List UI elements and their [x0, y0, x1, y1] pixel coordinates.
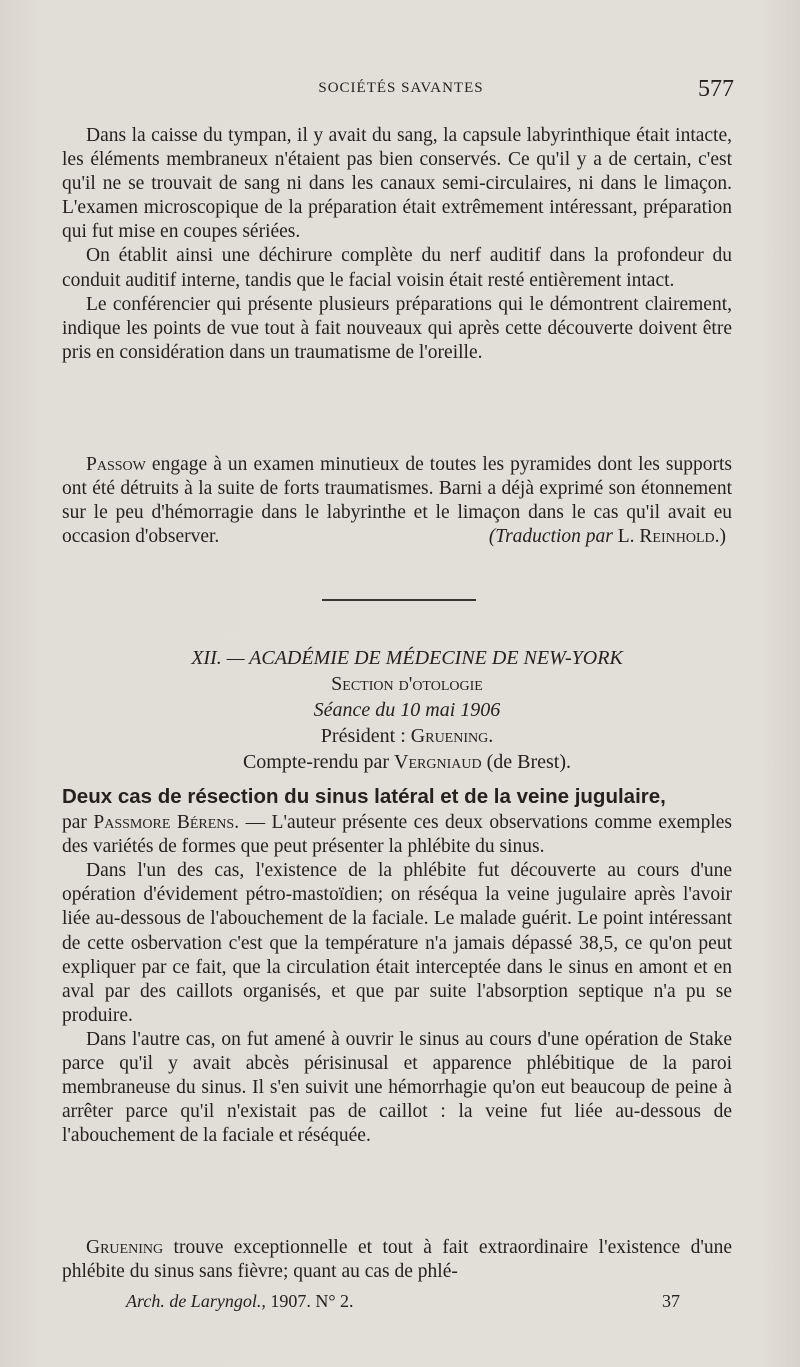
- text-block-continuation: [62, 124, 732, 365]
- report-suffix: (de Brest).: [481, 751, 572, 773]
- article-intro-text: . — L'auteur présente ces deux observations comme exemples des variétés de formes que peut présenter la phlébite du sinus.: [62, 812, 732, 858]
- article-by: par: [62, 812, 94, 834]
- signature-mark: 37: [662, 1291, 680, 1311]
- president-suffix: .: [488, 725, 494, 747]
- section-title: XII. — ACADÉMIE DE MÉDECINE DE NEW-YORK: [191, 647, 623, 669]
- report-label: Compte-rendu par: [242, 751, 395, 773]
- section-divider: [322, 599, 476, 601]
- session-date: Séance du 10 mai 1906: [313, 699, 501, 721]
- paragraph: On établit ainsi une déchirure complète du nerf auditif dans la profondeur du conduit auditif interne, tandis que le facial voisin était resté entièrement intact.: [62, 245, 732, 291]
- report-author: Vergniaud: [394, 751, 482, 773]
- president-name: Gruening: [410, 725, 489, 747]
- translator-name: L. Reinhold: [617, 526, 715, 548]
- section-subtitle: Section d'otologie: [331, 673, 483, 695]
- translation-suffix: .): [714, 526, 726, 548]
- text-block-gruening: [62, 1236, 732, 1284]
- paragraph-text: trouve exceptionnelle et tout à fait extraordinaire l'existence d'une phlébite du sinus sans fièvre; quant au cas de phlé-: [62, 1237, 732, 1283]
- page-number: 577: [698, 76, 734, 102]
- paragraph: Dans l'un des cas, l'existence de la phlébite fut découverte au cours d'une opération d'évidement pétro-mastoïdien; on réséqua la veine jugulaire après l'avoir liée au-dessous de l'abouchement de la faciale. Le malade guérit. Le point intéressant de cette osbervation c'est que la température n'a jamais dépassé 38,5, ce qu'on peut expliquer par ce fait, que la circulation était interceptée dans le sinus en amont et en aval par des caillots organisés, et que par suite l'absorption septique n'a pu se produire.: [62, 860, 732, 1026]
- president-label: Président :: [320, 725, 411, 747]
- article-author: Passmore Bérens: [93, 812, 235, 834]
- page-header: [62, 76, 740, 108]
- article-block: [62, 785, 732, 1148]
- paragraph: Dans l'autre cas, on fut amené à ouvrir le sinus au cours d'une opération de Stake parce qu'il y avait abcès périsinusal et apparence phlébitique de la paroi membraneuse du sinus. Il s'en suivit une hémorrhagie qu'on eut beaucoup de peine à arrêter parce qu'il n'existait pas de caillot : la veine fut liée au-dessous de l'abouchement de la faciale et réséquée.: [62, 1028, 732, 1147]
- paragraph: Dans la caisse du tympan, il y avait du sang, la capsule labyrinthique était intacte, les éléments membraneux n'étaient pas bien conservés. Ce qu'il y a de certain, c'est qu'il ne se trouvait de sang ni dans les canaux semi-circulaires, ni dans le limaçon. L'examen microscopique de la préparation était extrêmement intéressant, préparation qui fut mise en coupes sériées.: [62, 125, 732, 243]
- page-footer: [126, 1291, 686, 1312]
- text-block-passow: [62, 453, 732, 549]
- translation-prefix: (Traduction par: [488, 526, 613, 548]
- paragraph-text: engage à un examen minutieux de toutes les pyramides dont les supports ont été détruits à la suite de forts traumatismes. Barni a déjà exprimé son étonnement sur le peu d'hémorragie dans le labyrinthe et le limaçon dans le cas qu'il avait eu occasion d'observer.: [62, 454, 732, 548]
- article-title: Deux cas de résection du sinus latéral et de la veine jugulaire,: [62, 785, 666, 808]
- paragraph: [62, 1236, 732, 1284]
- report-author-line: [62, 749, 752, 775]
- author-name: Gruening: [86, 1237, 164, 1258]
- journal-issue: 1907. N° 2.: [265, 1291, 354, 1311]
- journal-title: Arch. de Laryngol.,: [126, 1291, 266, 1311]
- section-heading: [62, 645, 752, 775]
- running-head: SOCIÉTÉS SAVANTES: [318, 80, 484, 96]
- paragraph: Le conférencier qui présente plusieurs préparations qui le démontrent clairement, indique les points de vue tout à fait nouveaux qui après cette découverte doivent être pris en considération dans un traumatisme de l'oreille.: [62, 293, 732, 363]
- president-line: [62, 723, 752, 749]
- author-name: Passow: [86, 454, 146, 475]
- article-intro: [62, 811, 732, 859]
